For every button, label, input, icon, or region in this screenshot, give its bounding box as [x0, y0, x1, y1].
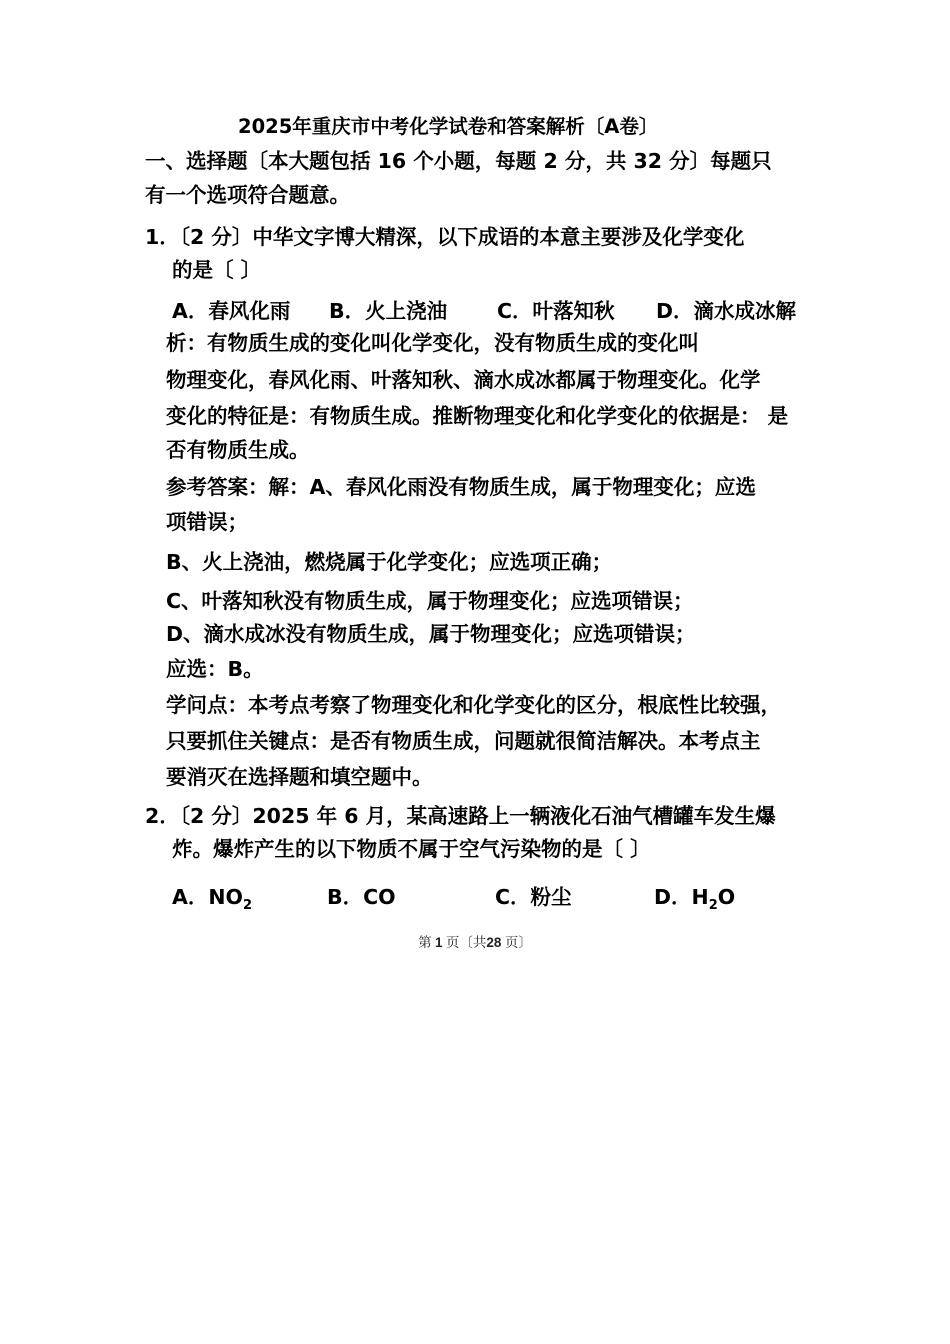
q1-answer-line: B、火上浇油，燃烧属于化学变化；应选项正确；: [166, 550, 613, 574]
q2-option-c: C．粉尘: [495, 885, 572, 909]
footer-prefix: 第: [418, 935, 432, 950]
q2-option-a: [172, 882, 252, 912]
footer-middle: 页〔共: [445, 935, 487, 950]
q2-option-d-subscript: 2: [708, 898, 718, 913]
q2-option-d: [654, 882, 735, 912]
section-heading-line2: 有一个选项符合题意。: [145, 183, 350, 207]
page-footer: [0, 931, 950, 951]
q1-analysis-line: 物理变化，春风化雨、叶落知秋、滴水成冰都属于物理变化。化学: [166, 368, 761, 392]
q1-answer-line: C、叶落知秋没有物质生成，属于物理变化；应选项错误；: [166, 589, 694, 613]
q1-stem-line2: 的是〔 〕: [172, 258, 262, 282]
footer-page-number: 1: [435, 935, 443, 950]
q2-option-d-label: D．H: [654, 885, 709, 909]
document-title: 2025年重庆市中考化学试卷和答案解析〔A卷〕: [238, 115, 659, 138]
q2-stem-line2: 炸。爆炸产生的以下物质不属于空气污染物的是〔 〕: [172, 837, 651, 861]
footer-total-pages: 28: [486, 935, 502, 950]
q1-answer-line: 项错误；: [166, 510, 248, 534]
q1-option-d: D．滴水成冰解: [656, 299, 797, 323]
q1-option-b: B．火上浇油: [329, 299, 448, 323]
footer-suffix: 页〕: [504, 935, 532, 950]
q1-knowledge-line: 学问点：本考点考察了物理变化和化学变化的区分，根底性比较强，: [166, 693, 781, 717]
q2-option-d-tail: O: [717, 885, 736, 909]
q1-analysis-line: 析：有物质生成的变化叫化学变化，没有物质生成的变化叫: [166, 331, 699, 355]
q1-analysis-line: 否有物质生成。: [166, 438, 310, 462]
q1-answer-line: 参考答案：解：A、春风化雨没有物质生成，属于物理变化；应选: [166, 475, 756, 499]
section-heading-line1: 一、选择题〔本大题包括 16 个小题，每题 2 分，共 32 分〕每题只: [145, 149, 772, 173]
q1-knowledge-line: 只要抓住关键点：是否有物质生成，问题就很简洁解决。本考点主: [166, 729, 761, 753]
q1-answer-line: D、滴水成冰没有物质生成，属于物理变化；应选项错误；: [166, 622, 696, 646]
q2-option-a-label: A．NO: [172, 885, 243, 909]
q1-stem-line1: 1．〔2 分〕中华文字博大精深，以下成语的本意主要涉及化学变化: [145, 225, 745, 249]
q1-option-a: A．春风化雨: [172, 299, 291, 323]
q1-knowledge-line: 要消灭在选择题和填空题中。: [166, 765, 433, 789]
q1-analysis-line: 变化的特征是：有物质生成。推断物理变化和化学变化的依据是： 是: [166, 404, 789, 428]
q2-option-a-subscript: 2: [242, 898, 252, 913]
q1-answer-line: 应选：B。: [166, 657, 264, 681]
q2-option-b: B．CO: [327, 885, 396, 909]
q1-option-c: C．叶落知秋: [497, 299, 615, 323]
q2-stem-line1: 2．〔2 分〕2025 年 6 月，某高速路上一辆液化石油气槽罐车发生爆: [145, 804, 776, 828]
